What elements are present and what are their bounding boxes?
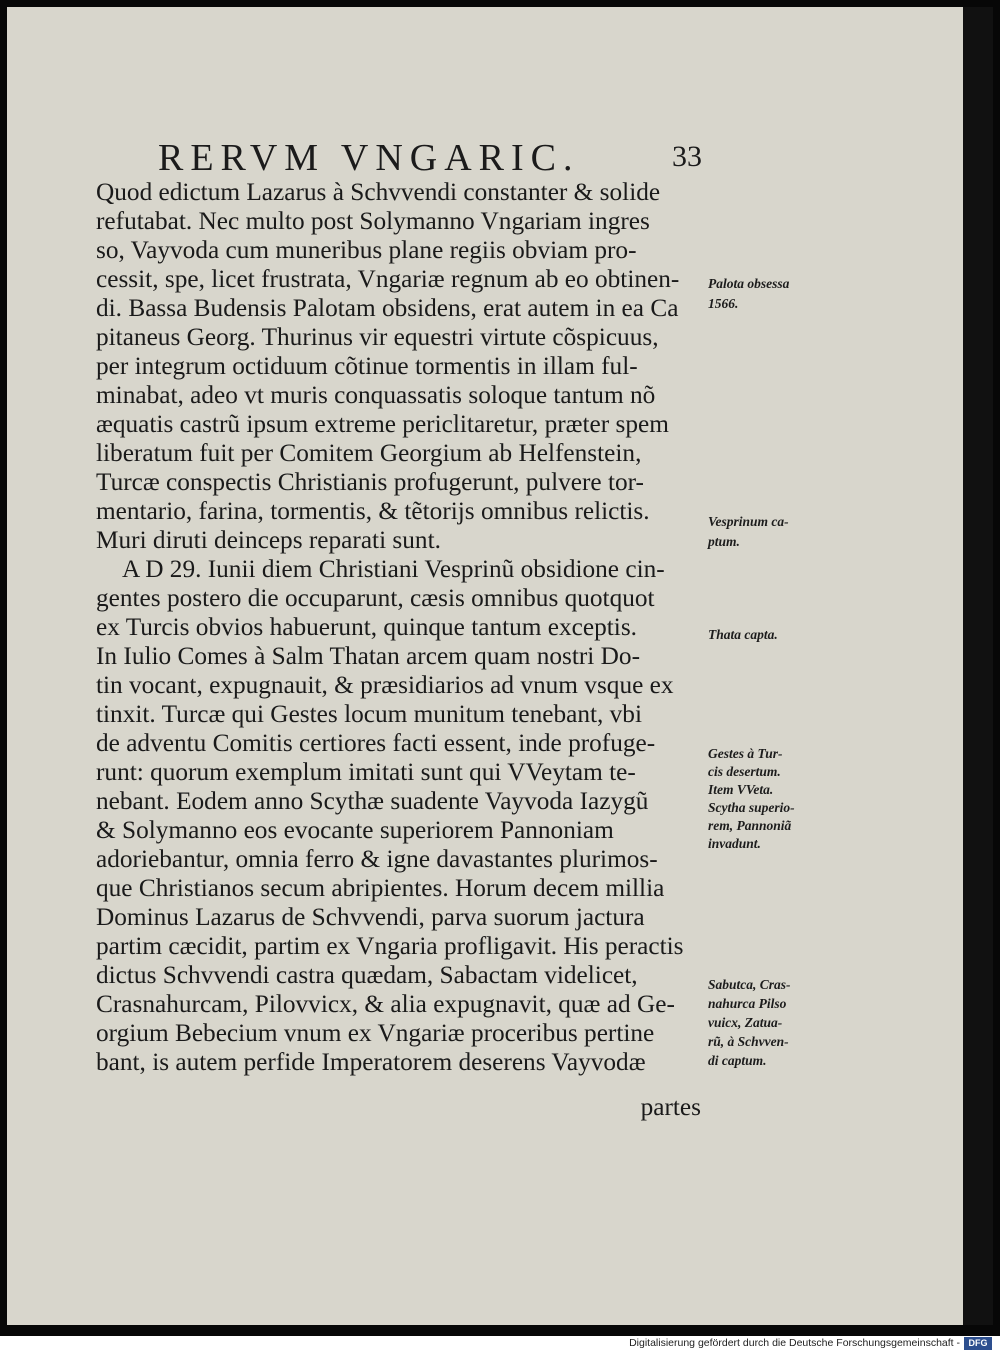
text-line: Muri diruti deinceps reparati sunt. [96,526,441,554]
text-line: de adventu Comitis certiores facti essent, inde profuge- [96,729,656,757]
marginal-note-line: Gestes à Tur- [708,746,783,761]
marginal-note-line: Palota obsessa [708,276,790,291]
marginal-note-line: nahurca Pilso [708,996,787,1011]
text-line: per integrum octiduum cõtinue tormentis in illam ful- [96,352,638,380]
text-line: Crasnahurcam, Pilovvicx, & alia expugnavit, quæ ad Ge- [96,990,675,1018]
marginal-note-line: cis desertum. [708,764,781,779]
page-number: 33 [672,140,702,173]
text-line: partim cæcidit, partim ex Vngaria profligavit. His peractis [96,932,684,960]
marginal-note [708,745,838,853]
text-line: runt: quorum exemplum imitati sunt qui VVeytam te- [96,758,636,786]
text-line: tin vocant, expugnauit, & præsidiarios ad vnum vsque ex [96,671,674,699]
text-line: A D 29. Iunii diem Christiani Vesprinũ obsidione cin- [122,555,665,583]
marginal-note-line: Vesprinum ca- [708,514,789,529]
marginal-note [708,512,838,552]
marginal-note-line: Sabutca, Cras- [708,977,791,992]
text-line: mentario, farina, tormentis, & tẽtorijs omnibus relictis. [96,497,650,525]
body-text [96,178,708,1077]
marginal-note-line: invadunt. [708,836,761,851]
marginal-note-line: rem, Pannoniã [708,818,792,833]
text-line: bant, is autem perfide Imperatorem deserens Vayvodæ [96,1048,646,1076]
text-line: dictus Schvvendi castra quædam, Sabactam videlicet, [96,961,638,989]
marginal-note-line: vuicx, Zatua- [708,1015,783,1030]
text-line: refutabat. Nec multo post Solymanno Vngariam ingres [96,207,650,235]
text-line: & Solymanno eos evocante superiorem Pannoniam [96,816,614,844]
marginal-note-line: di captum. [708,1053,767,1068]
text-line: so, Vayvoda cum muneribus plane regiis obviam pro- [96,236,637,264]
text-line: di. Bassa Budensis Palotam obsidens, erat autem in ea Ca [96,294,679,322]
marginal-note-line: Scytha superio- [708,800,795,815]
text-line: cessit, spe, licet frustrata, Vngariæ regnum ab eo obtinen- [96,265,680,293]
marginal-note-line: ptum. [708,534,740,549]
text-line: Dominus Lazarus de Schvvendi, parva suorum jactura [96,903,645,931]
marginal-note [708,975,838,1070]
footer-bar [0,1336,1000,1352]
marginal-note-line: 1566. [708,296,739,311]
text-line: minabat, adeo vt muris conquassatis soloque tantum nõ [96,381,656,409]
marginal-note [708,625,838,645]
text-line: tinxit. Turcæ qui Gestes locum munitum tenebant, vbi [96,700,642,728]
running-title: RERVM VNGARIC. [158,137,580,179]
marginal-note-line: Item VVeta. [708,782,774,797]
text-line: Turcæ conspectis Christianis profugerunt, pulvere tor- [96,468,644,496]
marginal-note-line: rũ, à Schvven- [708,1034,789,1049]
text-line: Quod edictum Lazarus à Schvvendi constanter & solide [96,178,661,206]
marginal-note [708,274,838,314]
text-line: gentes postero die occuparunt, cæsis omnibus quotquot [96,584,655,612]
text-line: adoriebantur, omnia ferro & igne davastantes plurimos- [96,845,658,873]
text-line: nebant. Eodem anno Scythæ suadente Vayvoda Iazygũ [96,787,649,815]
marginal-note-line: Thata capta. [708,627,778,642]
text-line: pitaneus Georg. Thurinus vir equestri virtute cõspicuus, [96,323,659,351]
page-edge [963,7,993,1325]
text-line: que Christianos secum abripientes. Horum decem millia [96,874,665,902]
dfg-logo-icon: DFG [964,1337,992,1350]
text-line: liberatum fuit per Comitem Georgium ab Helfenstein, [96,439,642,467]
funding-credit: Digitalisierung gefördert durch die Deutsche Forschungsgemeinschaft - [629,1337,960,1349]
text-line: ex Turcis obvios habuerunt, quinque tantum exceptis. [96,613,638,641]
catchword: partes [640,1093,701,1121]
text-line: orgium Bebecium vnum ex Vngariæ proceribus pertine [96,1019,655,1047]
text-line: æquatis castrũ ipsum extreme periclitaretur, præter spem [96,410,669,438]
text-line: In Iulio Comes à Salm Thatan arcem quam nostri Do- [96,642,640,670]
